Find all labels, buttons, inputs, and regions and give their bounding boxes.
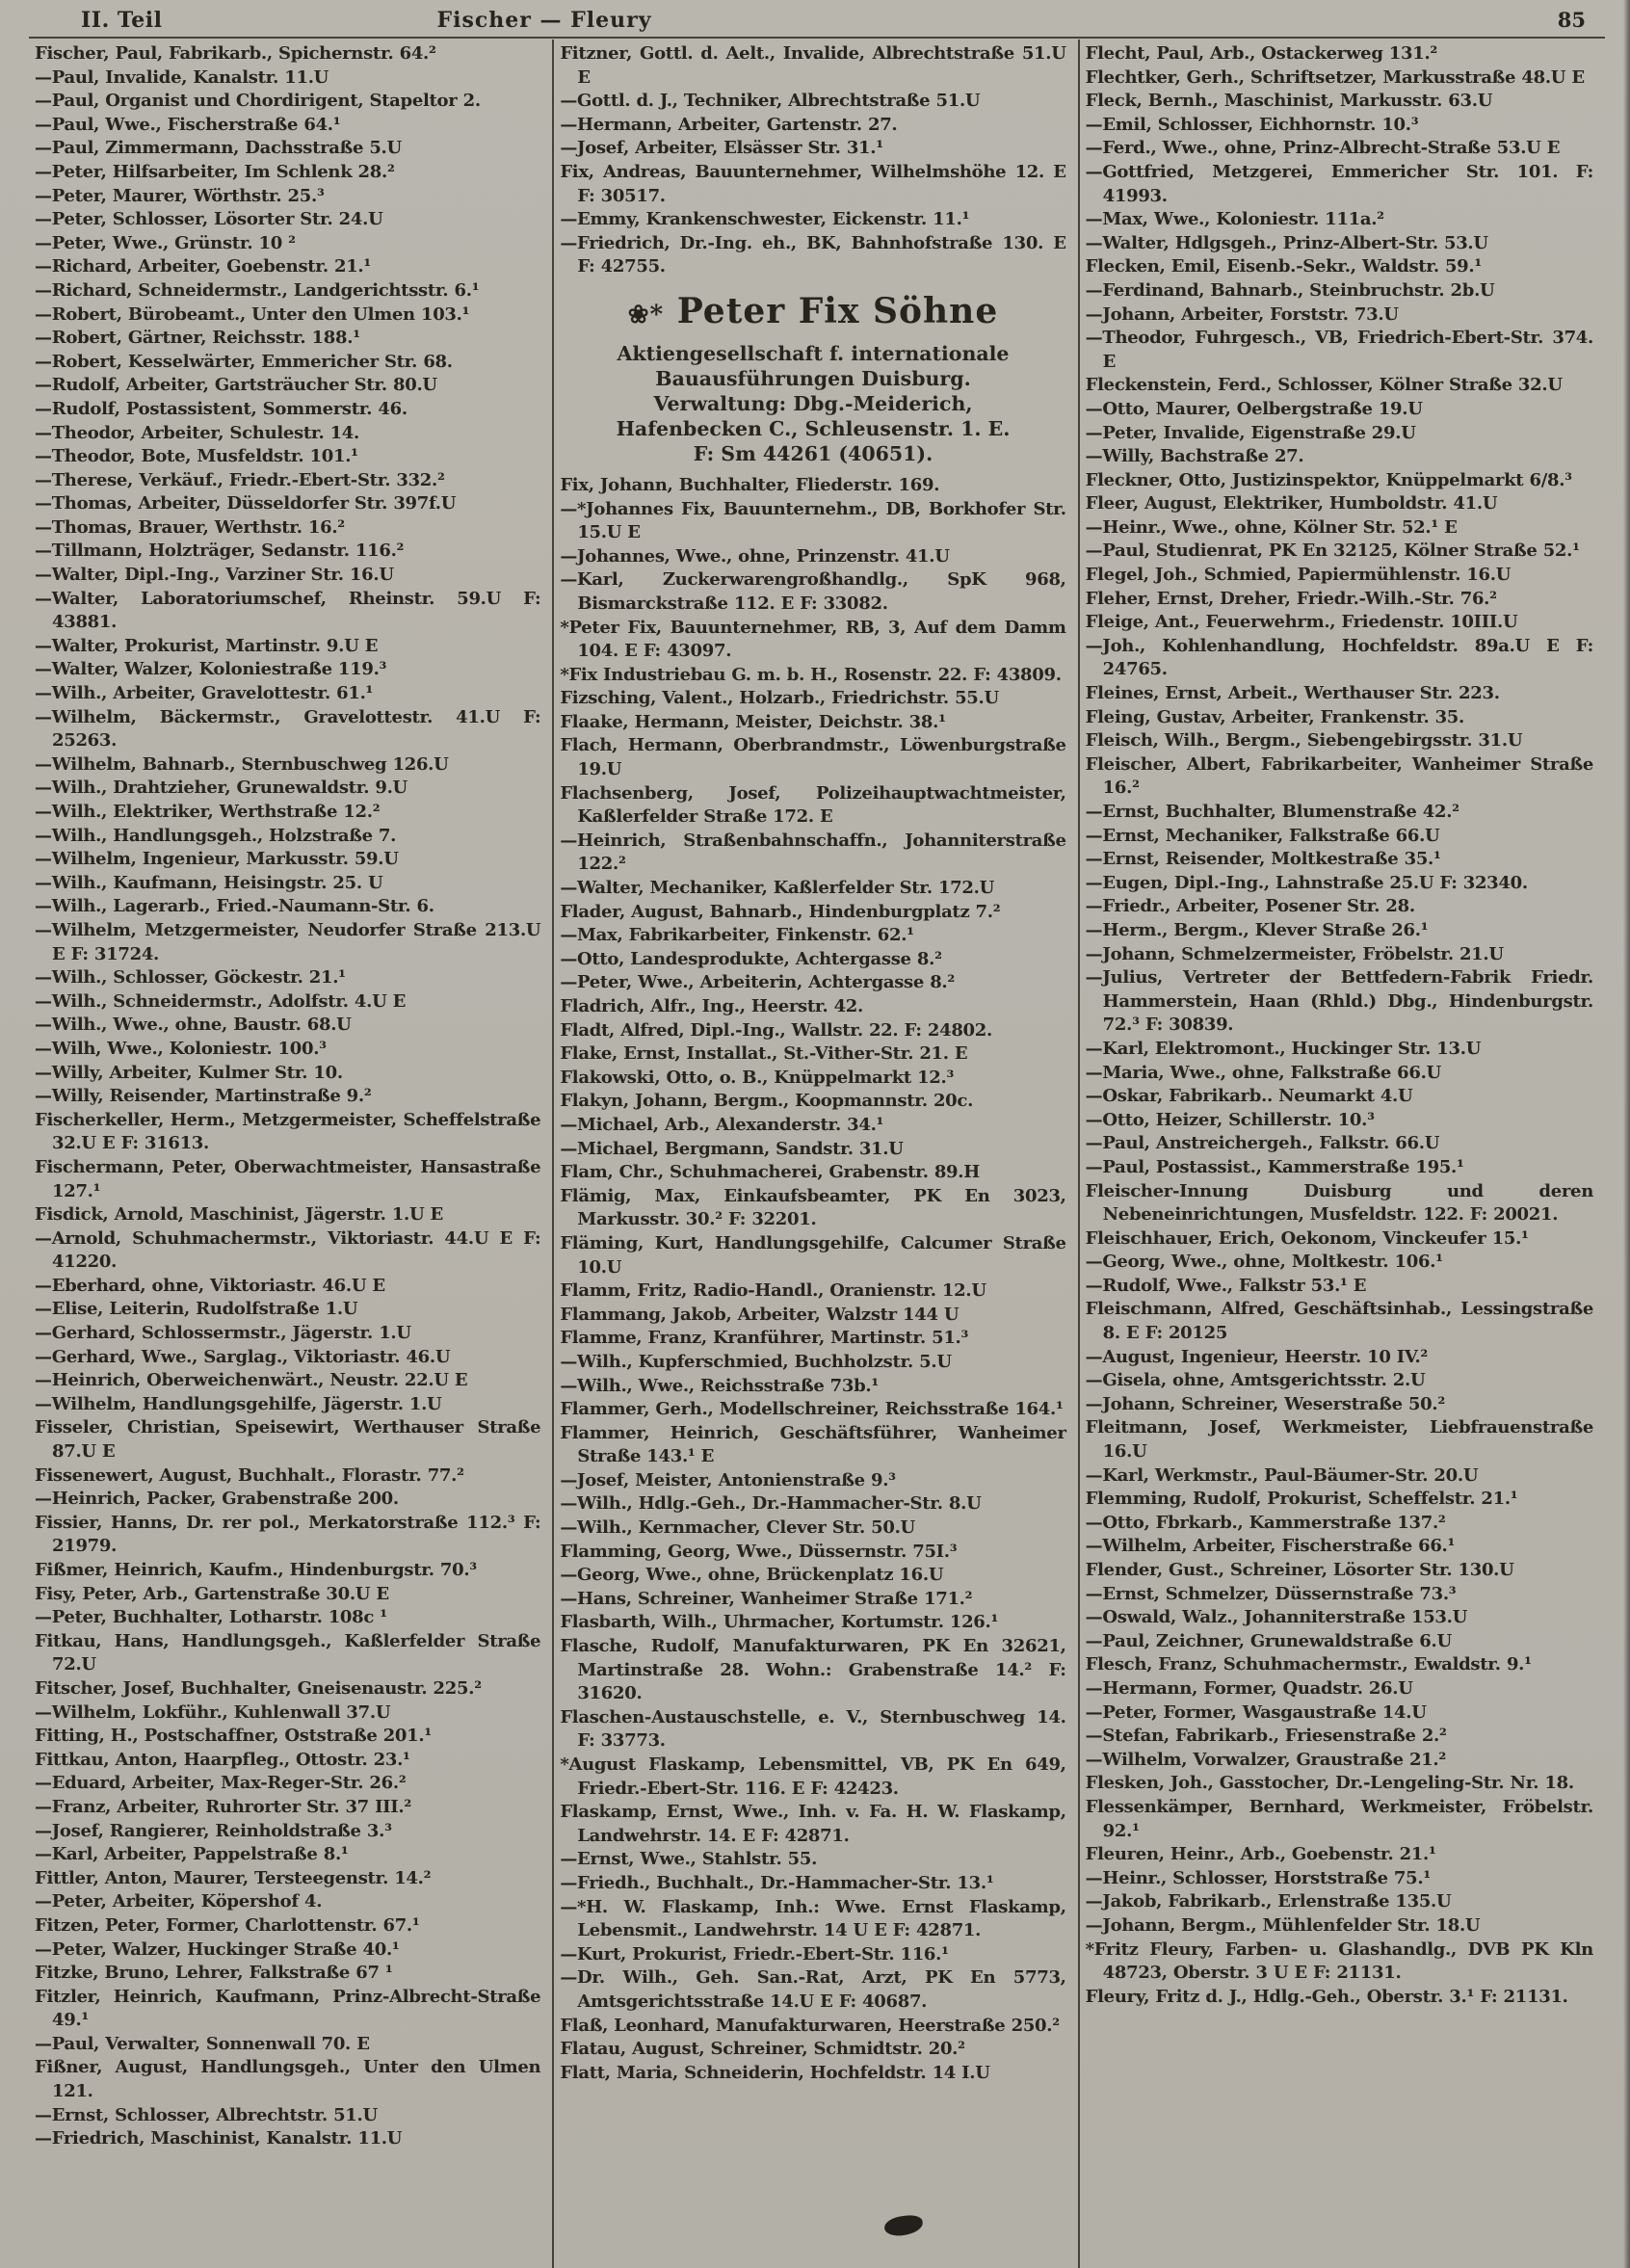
directory-entry: Fleck, Bernh., Maschinist, Markusstr. 63.U (1085, 91, 1493, 112)
directory-entry: Fläming, Kurt, Handlungsgehilfe, Calcumer Straße 10.U (560, 1232, 1066, 1278)
directory-entry: Fitzner, Gottl. d. Aelt., Invalide, Albrechtstraße 51.U E (560, 43, 1066, 88)
directory-entry: —Max, Fabrikarbeiter, Finkenstr. 62.¹ (560, 925, 914, 946)
directory-entry: —Karl, Arbeiter, Pappelstraße 8.¹ (35, 1844, 349, 1865)
directory-entry: —Otto, Landesprodukte, Achtergasse 8.² (560, 948, 942, 969)
directory-entry: Fleischer-Innung Duisburg und deren Nebeneinrichtungen, Musfeldstr. 122. F: 20021. (1085, 1180, 1593, 1226)
directory-entry: Flammer, Gerh., Modellschreiner, Reichsstraße 164.¹ (560, 1399, 1064, 1420)
directory-entry: —Georg, Wwe., ohne, Moltkestr. 106.¹ (1085, 1252, 1443, 1273)
directory-entry: Flader, August, Bahnarb., Hindenburgplatz 7.² (560, 901, 1001, 922)
directory-entry: —Elise, Leiterin, Rudolfstraße 1.U (35, 1299, 358, 1320)
directory-entry: —Gerhard, Wwe., Sarglag., Viktoriastr. 46.U (35, 1346, 451, 1367)
directory-entry: —Wilh., Kupferschmied, Buchholzstr. 5.U (560, 1351, 952, 1372)
directory-entry: —Wilhelm, Arbeiter, Fischerstraße 66.¹ (1085, 1536, 1456, 1557)
directory-entry: Fitzen, Peter, Former, Charlottenstr. 67.¹ (35, 1914, 420, 1936)
directory-entry: —Ernst, Wwe., Stahlstr. 55. (560, 1849, 818, 1870)
directory-entry: —Wilh., Elektriker, Werthstraße 12.² (35, 802, 381, 822)
directory-entry: Flecken, Emil, Eisenb.-Sekr., Waldstr. 59.¹ (1085, 256, 1482, 277)
directory-entry: —Richard, Schneidermstr., Landgerichtsstr. 6.¹ (35, 279, 480, 301)
directory-entry: —Peter, Hilfsarbeiter, Im Schlenk 28.² (35, 161, 395, 182)
directory-entry: —Walter, Hdlgsgeh., Prinz-Albert-Str. 53.U (1085, 232, 1488, 253)
directory-entry: —Walter, Walzer, Koloniestraße 119.³ (35, 659, 387, 680)
ad-line: Hafenbecken C., Schleusenstr. 1. E. (616, 416, 1011, 440)
directory-entry: —Peter, Former, Wasgaustraße 14.U (1085, 1701, 1427, 1723)
directory-entry: —Hermann, Former, Quadstr. 26.U (1085, 1677, 1413, 1699)
directory-entry: —Arnold, Schuhmachermstr., Viktoriastr. 44.U E F: 41220. (35, 1227, 541, 1273)
directory-entry: —Karl, Werkmstr., Paul-Bäumer-Str. 20.U (1085, 1464, 1479, 1486)
directory-entry: Fladt, Alfred, Dipl.-Ing., Wallstr. 22. F: 24802. (560, 1019, 992, 1041)
directory-entry: —Stefan, Fabrikarb., Friesenstraße 2.² (1085, 1726, 1447, 1747)
directory-entry: Fisseler, Christian, Speisewirt, Werthauser Straße 87.U E (35, 1417, 541, 1463)
directory-entry: Fleuren, Heinr., Arb., Goebenstr. 21.¹ (1085, 1844, 1436, 1865)
directory-entry: Fißmer, Heinrich, Kaufm., Hindenburgstr. 70.³ (35, 1560, 477, 1580)
directory-entry: —Eberhard, ohne, Viktoriastr. 46.U E (35, 1275, 385, 1296)
directory-entry: Fissier, Hanns, Dr. rer pol., Merkatorstraße 112.³ F: 21979. (35, 1512, 541, 1557)
page-title: Fischer — Fleury (436, 8, 652, 33)
directory-entry: —Friedr., Arbeiter, Posener Str. 28. (1085, 896, 1415, 917)
directory-entry: Flammang, Jakob, Arbeiter, Walzstr 144 U (560, 1304, 960, 1325)
directory-entry: —Paul, Zimmermann, Dachsstraße 5.U (35, 138, 402, 159)
directory-entry: —Paul, Zeichner, Grunewaldstraße 6.U (1085, 1630, 1452, 1651)
directory-entry: —Josef, Meister, Antonienstraße 9.³ (560, 1469, 896, 1490)
directory-entry: Fisdick, Arnold, Maschinist, Jägerstr. 1.U E (35, 1204, 443, 1226)
directory-entry: —Rudolf, Postassistent, Sommerstr. 46. (35, 398, 408, 419)
directory-entry: —Willy, Arbeiter, Kulmer Str. 10. (35, 1062, 343, 1083)
directory-entry: —Joh., Kohlenhandlung, Hochfeldstr. 89a.U E F: 24765. (1085, 635, 1593, 680)
ad-line: Aktiengesellschaft f. internationale (617, 341, 1010, 365)
directory-entry: —Josef, Rangierer, Reinholdstraße 3.³ (35, 1820, 392, 1841)
directory-entry: —Eduard, Arbeiter, Max-Reger-Str. 26.² (35, 1773, 407, 1794)
directory-entry: —Wilh., Wwe., Reichsstraße 73b.¹ (560, 1375, 879, 1396)
directory-entry: Fladrich, Alfr., Ing., Heerstr. 42. (560, 996, 863, 1016)
directory-entry: Fittler, Anton, Maurer, Tersteegenstr. 14.² (35, 1867, 432, 1888)
directory-entry: —Jakob, Fabrikarb., Erlenstraße 135.U (1085, 1891, 1452, 1912)
directory-column-2 (554, 40, 1079, 2268)
directory-entry: —Franz, Arbeiter, Ruhrorter Str. 37 III.² (35, 1796, 411, 1817)
advertisement-peter-fix-soehne (560, 279, 1065, 474)
directory-entry: —Wilhelm, Metzgermeister, Neudorfer Straße 213.U E F: 31724. (35, 919, 541, 964)
directory-entry: Fleines, Ernst, Arbeit., Werthauser Str. 223. (1085, 683, 1500, 704)
directory-entry: —Ernst, Buchhalter, Blumenstraße 42.² (1085, 802, 1459, 822)
directory-entry: —Michael, Arb., Alexanderstr. 34.¹ (560, 1114, 884, 1135)
directory-entry: Fix, Johann, Buchhalter, Fliederstr. 169. (560, 474, 940, 495)
directory-entry: Flaskamp, Ernst, Wwe., Inh. v. Fa. H. W. Flaskamp, Landwehrstr. 14. E F: 42871. (560, 1802, 1066, 1846)
directory-entry: —Wilh., Handlungsgeh., Holzstraße 7. (35, 825, 397, 846)
directory-entry: —Walter, Dipl.-Ing., Varziner Str. 16.U (35, 565, 394, 586)
directory-entry: Fitzke, Bruno, Lehrer, Falkstraße 67 ¹ (35, 1963, 393, 1984)
directory-entry: —Wilh., Kaufmann, Heisingstr. 25. U (35, 872, 383, 893)
ad-line: Verwaltung: Dbg.-Meiderich, (653, 391, 973, 415)
directory-entry: —Wilh., Hdlg.-Geh., Dr.-Hammacher-Str. 8.U (560, 1493, 982, 1515)
directory-entry: —Ferd., Wwe., ohne, Prinz-Albrecht-Straße 53.U E (1085, 138, 1561, 159)
header-section-label: II. Teil (81, 8, 163, 33)
directory-entry: Fischerkeller, Herm., Metzgermeister, Scheffelstraße 32.U E F: 31613. (35, 1109, 541, 1154)
directory-entry: —Wilh., Schneidermstr., Adolfstr. 4.U E (35, 990, 407, 1012)
directory-entry: Flamming, Georg, Wwe., Düssernstr. 75I.³ (560, 1541, 958, 1562)
directory-entry: Fittkau, Anton, Haarpfleg., Ottostr. 23.¹ (35, 1749, 410, 1770)
directory-entry: Flam, Chr., Schuhmacherei, Grabenstr. 89.H (560, 1162, 980, 1183)
directory-entry: Flaschen-Austauschstelle, e. V., Sternbuschweg 14. F: 33773. (560, 1706, 1066, 1752)
directory-entry: Flechtker, Gerh., Schriftsetzer, Markusstraße 48.U E (1085, 66, 1585, 88)
header-rule (29, 37, 1605, 39)
directory-entry: —Tillmann, Holzträger, Sedanstr. 116.² (35, 541, 405, 562)
directory-entry: Flender, Gust., Schreiner, Lösorter Str. 130.U (1085, 1560, 1514, 1580)
directory-entry: Fleckenstein, Ferd., Schlosser, Kölner Straße 32.U (1085, 375, 1563, 396)
directory-entry: —Maria, Wwe., ohne, Falkstraße 66.U (1085, 1062, 1441, 1083)
directory-entry: —Wilhelm, Lokführ., Kuhlenwall 37.U (35, 1701, 391, 1723)
directory-entry: Flaake, Hermann, Meister, Deichstr. 38.¹ (560, 711, 946, 732)
directory-entry: —Thomas, Arbeiter, Düsseldorfer Str. 397f.U (35, 493, 457, 514)
directory-entry: *Fix Industriebau G. m. b. H., Rosenstr. 22. F: 43809. (560, 664, 1062, 685)
directory-entry: —Wilhelm, Handlungsgehilfe, Jägerstr. 1.U (35, 1393, 442, 1414)
directory-entry: —Willy, Reisender, Martinstraße 9.² (35, 1086, 372, 1107)
directory-entry: —Wilh., Arbeiter, Gravelottestr. 61.¹ (35, 683, 374, 704)
directory-entry: Fischermann, Peter, Oberwachtmeister, Hansastraße 127.¹ (35, 1156, 541, 1201)
directory-entry: —Johann, Arbeiter, Forststr. 73.U (1085, 303, 1399, 325)
ad-line: Bauausführungen Duisburg. (655, 366, 971, 390)
directory-entry: —Kurt, Prokurist, Friedr.-Ebert-Str. 116.¹ (560, 1943, 949, 1965)
directory-entry: —Michael, Bergmann, Sandstr. 31.U (560, 1138, 904, 1159)
directory-entry: —Karl, Elektromont., Huckinger Str. 13.U (1085, 1038, 1482, 1059)
directory-column-1 (29, 40, 554, 2268)
directory-entry: —Max, Wwe., Koloniestr. 111a.² (1085, 209, 1384, 230)
directory-columns (29, 40, 1605, 2268)
directory-entry: —Ernst, Schmelzer, Düssernstraße 73.³ (1085, 1583, 1457, 1604)
directory-entry: —Walter, Mechaniker, Kaßlerfelder Str. 172.U (560, 878, 994, 899)
directory-entry: Fitting, H., Postschaffner, Oststraße 201.¹ (35, 1726, 432, 1747)
directory-entry: Fizsching, Valent., Holzarb., Friedrichstr. 55.U (560, 688, 999, 709)
directory-entry: —Johann, Schreiner, Weserstraße 50.² (1085, 1393, 1445, 1414)
directory-entry: Flesch, Franz, Schuhmachermstr., Ewaldstr. 9.¹ (1085, 1654, 1532, 1675)
directory-entry: —Heinrich, Straßenbahnschaffn., Johanniterstraße 122.² (560, 830, 1066, 875)
directory-entry: —Eugen, Dipl.-Ing., Lahnstraße 25.U F: 32340. (1085, 872, 1528, 893)
directory-entry: —Theodor, Fuhrgesch., VB, Friedrich-Ebert-Str. 374. E (1085, 328, 1593, 372)
directory-entry: —Robert, Bürobeamt., Unter den Ulmen 103.¹ (35, 303, 470, 325)
directory-entry: Fißner, August, Handlungsgeh., Unter den Ulmen 121. (35, 2057, 541, 2102)
directory-entry: Flegel, Joh., Schmied, Papiermühlenstr. 16.U (1085, 565, 1512, 586)
directory-entry: —Thomas, Brauer, Werthstr. 16.² (35, 516, 345, 538)
directory-entry: Flachsenberg, Josef, Polizeihauptwachtmeister, Kaßlerfelder Straße 172. E (560, 782, 1066, 828)
directory-entry: —Therese, Verkäuf., Friedr.-Ebert-Str. 332.² (35, 469, 445, 490)
directory-entry: Fleisch, Wilh., Bergm., Siebengebirgsstr. 31.U (1085, 730, 1523, 752)
page-edge-shadow (1623, 0, 1630, 2268)
directory-entry: —Paul, Verwalter, Sonnenwall 70. E (35, 2033, 370, 2054)
directory-entry: —Walter, Prokurist, Martinstr. 9.U E (35, 635, 379, 656)
directory-entry: —Wilh, Wwe., Koloniestr. 100.³ (35, 1038, 327, 1059)
directory-entry: —Heinrich, Packer, Grabenstraße 200. (35, 1489, 399, 1510)
directory-entry: Fleer, August, Elektriker, Humboldstr. 41.U (1085, 493, 1498, 514)
directory-entry: Flesken, Joh., Gasstocher, Dr.-Lengeling-Str. Nr. 18. (1085, 1773, 1574, 1794)
directory-column-3 (1080, 40, 1605, 2268)
directory-entry: —Friedrich, Dr.-Ing. eh., BK, Bahnhofstraße 130. E F: 42755. (560, 232, 1066, 277)
directory-entry: Fleitmann, Josef, Werkmeister, Liebfrauenstraße 16.U (1085, 1417, 1593, 1463)
directory-entry: Fleury, Fritz d. J., Hdlg.-Geh., Oberstr. 3.¹ F: 21131. (1085, 1986, 1568, 2007)
directory-entry: —Hans, Schreiner, Wanheimer Straße 171.² (560, 1588, 973, 1609)
directory-entry: —Herm., Bergm., Klever Straße 26.¹ (1085, 919, 1429, 940)
page-number: 85 (1557, 8, 1586, 32)
flower-ornament-icon: ❀* (627, 300, 665, 330)
directory-entry: —Rudolf, Arbeiter, Gartsträucher Str. 80.U (35, 375, 437, 396)
directory-entry: —Ernst, Reisender, Moltkestraße 35.¹ (1085, 849, 1441, 870)
directory-entry: —Gisela, ohne, Amtsgerichtsstr. 2.U (1085, 1370, 1426, 1391)
directory-entry: —Wilhelm, Vorwalzer, Graustraße 21.² (1085, 1749, 1446, 1770)
directory-entry: —Wilh., Drahtzieher, Grunewaldstr. 9.U (35, 778, 408, 799)
directory-entry: Flakyn, Johann, Bergm., Koopmannstr. 20c. (560, 1091, 974, 1112)
directory-entry: —Peter, Walzer, Huckinger Straße 40.¹ (35, 1938, 400, 1960)
directory-entry: Flämig, Max, Einkaufsbeamter, PK En 3023, Markusstr. 30.² F: 32201. (560, 1185, 1066, 1230)
directory-entry: Fleher, Ernst, Dreher, Friedr.-Wilh.-Str. 76.² (1085, 588, 1497, 609)
directory-entry: —Walter, Laboratoriumschef, Rheinstr. 59.U F: 43881. (35, 588, 541, 633)
directory-entry: —Ferdinand, Bahnarb., Steinbruchstr. 2b.U (1085, 279, 1495, 301)
directory-entry: —Friedrich, Maschinist, Kanalstr. 11.U (35, 2128, 403, 2149)
directory-entry: —Wilh., Schlosser, Göckestr. 21.¹ (35, 967, 346, 989)
directory-entry: —Rudolf, Wwe., Falkstr 53.¹ E (1085, 1275, 1367, 1296)
directory-entry: —Richard, Arbeiter, Goebenstr. 21.¹ (35, 256, 371, 277)
directory-entry: Flach, Hermann, Oberbrandmstr., Löwenburgstraße 19.U (560, 735, 1066, 780)
directory-entry: —Wilhelm, Ingenieur, Markusstr. 59.U (35, 849, 399, 870)
directory-entry: Fisy, Peter, Arb., Gartenstraße 30.U E (35, 1583, 389, 1604)
directory-entry: —Oswald, Walz., Johanniterstraße 153.U (1085, 1607, 1468, 1628)
directory-entry: —Wilh., Wwe., ohne, Baustr. 68.U (35, 1015, 352, 1036)
directory-entry: —Peter, Maurer, Wörthstr. 25.³ (35, 185, 325, 206)
directory-entry: —Hermann, Arbeiter, Gartenstr. 27. (560, 114, 898, 135)
directory-entry: —Emil, Schlosser, Eichhornstr. 10.³ (1085, 114, 1419, 135)
directory-entry: —Wilh., Lagerarb., Fried.-Naumann-Str. 6. (35, 896, 434, 917)
directory-entry: Flakowski, Otto, o. B., Knüppelmarkt 12.³ (560, 1067, 955, 1088)
directory-entry: —Julius, Vertreter der Bettfedern-Fabrik Friedr. Hammerstein, Haan (Rhld.) Dbg., Hindenburgstr. 72.³ F: 30839. (1085, 967, 1593, 1036)
directory-entry: Fleischmann, Alfred, Geschäftsinhab., Lessingstraße 8. E F: 20125 (1085, 1299, 1593, 1344)
directory-entry: —Johannes, Wwe., ohne, Prinzenstr. 41.U (560, 545, 950, 567)
directory-entry: —Peter, Schlosser, Lösorter Str. 24.U (35, 209, 383, 230)
directory-entry: Flecht, Paul, Arb., Ostackerweg 131.² (1085, 43, 1438, 64)
directory-entry: —Theodor, Bote, Musfeldstr. 101.¹ (35, 446, 358, 467)
directory-entry: Flamme, Franz, Kranführer, Martinstr. 51.³ (560, 1328, 969, 1349)
directory-entry: —*Johannes Fix, Bauunternehm., DB, Borkhofer Str. 15.U E (560, 498, 1066, 543)
directory-entry: —Gottl. d. J., Techniker, Albrechtstraße 51.U (560, 91, 981, 112)
directory-entry: —Paul, Studienrat, PK En 32125, Kölner Straße 52.¹ (1085, 541, 1580, 562)
directory-entry: —Otto, Fbrkarb., Kammerstraße 137.² (1085, 1512, 1446, 1533)
directory-entry: —Peter, Wwe., Grünstr. 10 ² (35, 232, 296, 253)
directory-entry: —Heinrich, Oberweichenwärt., Neustr. 22.U E (35, 1370, 468, 1391)
directory-entry: —Gerhard, Schlossermstr., Jägerstr. 1.U (35, 1323, 411, 1344)
directory-entry: —Robert, Gärtner, Reichsstr. 188.¹ (35, 328, 360, 349)
directory-entry: —Paul, Invalide, Kanalstr. 11.U (35, 66, 329, 88)
directory-entry: Flasbarth, Wilh., Uhrmacher, Kortumstr. 126.¹ (560, 1612, 999, 1633)
directory-entry: Flake, Ernst, Installat., St.-Vither-Str. 21. E (560, 1043, 968, 1065)
directory-entry: —Karl, Zuckerwarengroßhandlg., SpK 968, Bismarckstraße 112. E F: 33082. (560, 569, 1066, 614)
ad-line: F: Sm 44261 (40651). (693, 441, 933, 465)
directory-entry: —Johann, Schmelzermeister, Fröbelstr. 21.U (1085, 943, 1504, 964)
directory-entry: —Friedh., Buchhalt., Dr.-Hammacher-Str. 13.¹ (560, 1872, 994, 1893)
directory-entry: Flemming, Rudolf, Prokurist, Scheffelstr. 21.¹ (1085, 1489, 1518, 1510)
directory-entry: Fissenewert, August, Buchhalt., Florastr. 77.² (35, 1464, 464, 1486)
directory-entry: —Paul, Organist und Chordirigent, Stapeltor 2. (35, 91, 481, 112)
directory-entry: Fleischhauer, Erich, Oekonom, Vinckeufer 15.¹ (1085, 1227, 1529, 1249)
directory-entry: —Otto, Maurer, Oelbergstraße 19.U (1085, 398, 1423, 419)
directory-entry: —Peter, Arbeiter, Köpershof 4. (35, 1891, 323, 1912)
directory-entry: —Georg, Wwe., ohne, Brückenplatz 16.U (560, 1565, 944, 1586)
directory-entry: —Peter, Invalide, Eigenstraße 29.U (1085, 422, 1416, 443)
ad-title (560, 291, 1065, 335)
directory-entry: *Fritz Fleury, Farben- u. Glashandlg., DVB PK Kln 48723, Oberstr. 3 U E F: 21131. (1085, 1938, 1593, 1984)
directory-entry: Flammer, Heinrich, Geschäftsführer, Wanheimer Straße 143.¹ E (560, 1422, 1066, 1467)
directory-entry: —Wilhelm, Bäckermstr., Gravelottestr. 41.U F: 25263. (35, 706, 541, 752)
directory-entry: —Robert, Kesselwärter, Emmericher Str. 68. (35, 351, 453, 372)
directory-entry: Fitscher, Josef, Buchhalter, Gneisenaustr. 225.² (35, 1677, 482, 1699)
directory-entry: —*H. W. Flaskamp, Inh.: Wwe. Ernst Flaskamp, Lebensmit., Landwehrstr. 14 U E F: 42871. (560, 1896, 1066, 1941)
directory-entry: —Johann, Bergm., Mühlenfelder Str. 18.U (1085, 1914, 1481, 1936)
directory-entry: —Peter, Buchhalter, Lotharstr. 108c ¹ (35, 1607, 387, 1628)
directory-entry: —Dr. Wilh., Geh. San.-Rat, Arzt, PK En 5773, Amtsgerichtsstraße 14.U E F: 40687. (560, 1967, 1066, 2012)
directory-entry: —Willy, Bachstraße 27. (1085, 446, 1304, 467)
directory-entry: —Heinr., Wwe., ohne, Kölner Str. 52.¹ E (1085, 516, 1458, 538)
directory-entry: —Otto, Heizer, Schillerstr. 10.³ (1085, 1109, 1375, 1130)
directory-entry: —Peter, Wwe., Arbeiterin, Achtergasse 8.² (560, 972, 955, 993)
directory-entry: —Paul, Anstreichergeh., Falkstr. 66.U (1085, 1133, 1440, 1154)
directory-entry: —Ernst, Mechaniker, Falkstraße 66.U (1085, 825, 1440, 846)
directory-entry: —Emmy, Krankenschwester, Eickenstr. 11.¹ (560, 209, 970, 230)
directory-entry: Fix, Andreas, Bauunternehmer, Wilhelmshöhe 12. E F: 30517. (560, 161, 1066, 206)
directory-entry: *August Flaskamp, Lebensmittel, VB, PK En 649, Friedr.-Ebert-Str. 116. E F: 42423. (560, 1754, 1066, 1799)
ad-company-name: Peter Fix Söhne (676, 290, 999, 331)
directory-entry: Fleing, Gustav, Arbeiter, Frankenstr. 35. (1085, 706, 1464, 727)
directory-entry: *Peter Fix, Bauunternehmer, RB, 3, Auf dem Damm 104. E F: 43097. (560, 617, 1066, 662)
directory-entry: —Gottfried, Metzgerei, Emmericher Str. 101. F: 41993. (1085, 161, 1593, 206)
directory-entry: Fleckner, Otto, Justizinspektor, Knüppelmarkt 6/8.³ (1085, 469, 1572, 490)
directory-entry: —August, Ingenieur, Heerstr. 10 IV.² (1085, 1346, 1428, 1367)
directory-entry: —Wilh., Kernmacher, Clever Str. 50.U (560, 1517, 915, 1539)
directory-entry: Fitzler, Heinrich, Kaufmann, Prinz-Albrecht-Straße 49.¹ (35, 1986, 541, 2031)
directory-entry: —Paul, Postassist., Kammerstraße 195.¹ (1085, 1156, 1464, 1177)
directory-entry: —Oskar, Fabrikarb.. Neumarkt 4.U (1085, 1086, 1413, 1107)
directory-entry: Flatau, August, Schreiner, Schmidtstr. 20.² (560, 2039, 965, 2060)
directory-entry: —Wilhelm, Bahnarb., Sternbuschweg 126.U (35, 753, 449, 775)
directory-entry: —Paul, Wwe., Fischerstraße 64.¹ (35, 114, 341, 135)
directory-entry: Flessenkämper, Bernhard, Werkmeister, Fröbelstr. 92.¹ (1085, 1796, 1593, 1841)
directory-entry: Fischer, Paul, Fabrikarb., Spichernstr. 64.² (35, 43, 436, 64)
directory-entry: Fitkau, Hans, Handlungsgeh., Kaßlerfelder Straße 72.U (35, 1630, 541, 1675)
directory-entry: Fleischer, Albert, Fabrikarbeiter, Wanheimer Straße 16.² (1085, 753, 1593, 799)
directory-entry: Flaß, Leonhard, Manufakturwaren, Heerstraße 250.² (560, 2015, 1060, 2036)
directory-entry: —Heinr., Schlosser, Horststraße 75.¹ (1085, 1867, 1431, 1888)
directory-entry: Flatt, Maria, Schneiderin, Hochfeldstr. 14 I.U (560, 2062, 990, 2083)
directory-entry: Flamm, Fritz, Radio-Handl., Oranienstr. 12.U (560, 1280, 986, 1302)
directory-entry: Flasche, Rudolf, Manufakturwaren, PK En 32621, Martinstraße 28. Wohn.: Grabenstraße 14.² F: 31620. (560, 1636, 1066, 1704)
directory-entry: —Ernst, Schlosser, Albrechtstr. 51.U (35, 2104, 378, 2125)
directory-entry: Fleige, Ant., Feuerwehrm., Friedenstr. 10III.U (1085, 612, 1518, 633)
directory-entry: —Josef, Arbeiter, Elsässer Str. 31.¹ (560, 138, 883, 159)
directory-entry: —Theodor, Arbeiter, Schulestr. 14. (35, 422, 359, 443)
